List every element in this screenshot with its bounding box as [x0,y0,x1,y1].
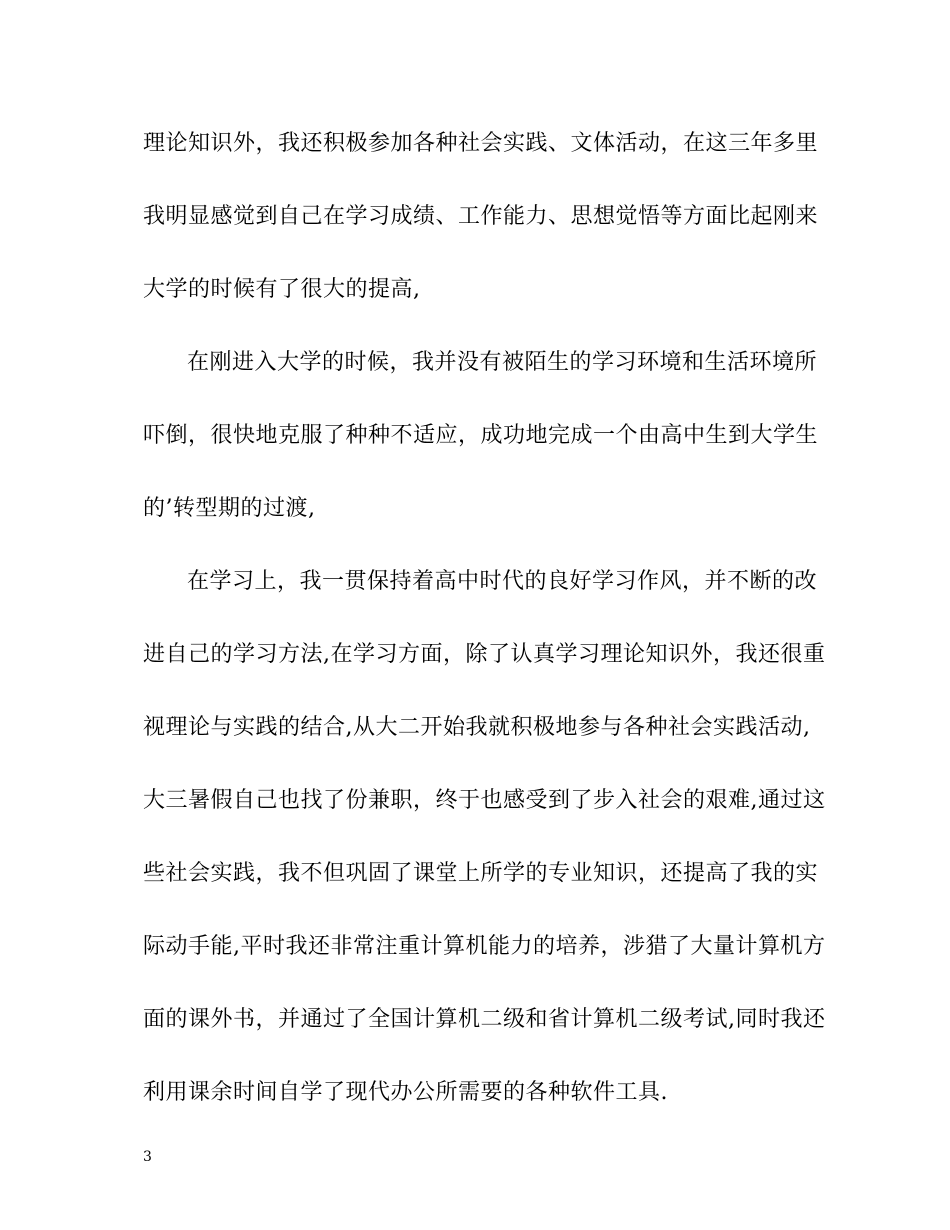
text-line: 进自己的学习方法,在学习方面，除了认真学习理论知识外，我还很重 [143,642,826,667]
text-line: 大学的时候有了很大的提高, [143,277,421,302]
page-number: 3 [143,1149,152,1165]
text-line: 际动手能,平时我还非常注重计算机能力的培养，涉猎了大量计算机方 [143,934,826,959]
text-line: 我明显感觉到自己在学习成绩、工作能力、思想觉悟等方面比起刚来 [143,204,819,229]
paragraph-first-line: 在学习上，我一贯保持着高中时代的良好学习作风，并不断的改 [187,569,818,594]
text-line: 理论知识外，我还积极参加各种社会实践、文体活动，在这三年多里 [143,131,819,156]
paragraph-first-line: 在刚进入大学的时候，我并没有被陌生的学习环境和生活环境所 [187,350,818,375]
text-line: 吓倒，很快地克服了种种不适应，成功地完成一个由高中生到大学生 [143,423,819,448]
text-line: 视理论与实践的结合,从大二开始我就积极地参与各种社会实践活动, [143,715,811,740]
text-line: 的’转型期的过渡, [143,496,316,521]
text-line: 面的课外书，并通过了全国计算机二级和省计算机二级考试,同时我还 [143,1007,826,1032]
text-line: 大三暑假自己也找了份兼职，终于也感受到了步入社会的艰难,通过这 [143,788,826,813]
text-line: 些社会实践，我不但巩固了课堂上所学的专业知识，还提高了我的实 [143,861,819,886]
text-line: 利用课余时间自学了现代办公所需要的各种软件工具. [143,1080,668,1105]
